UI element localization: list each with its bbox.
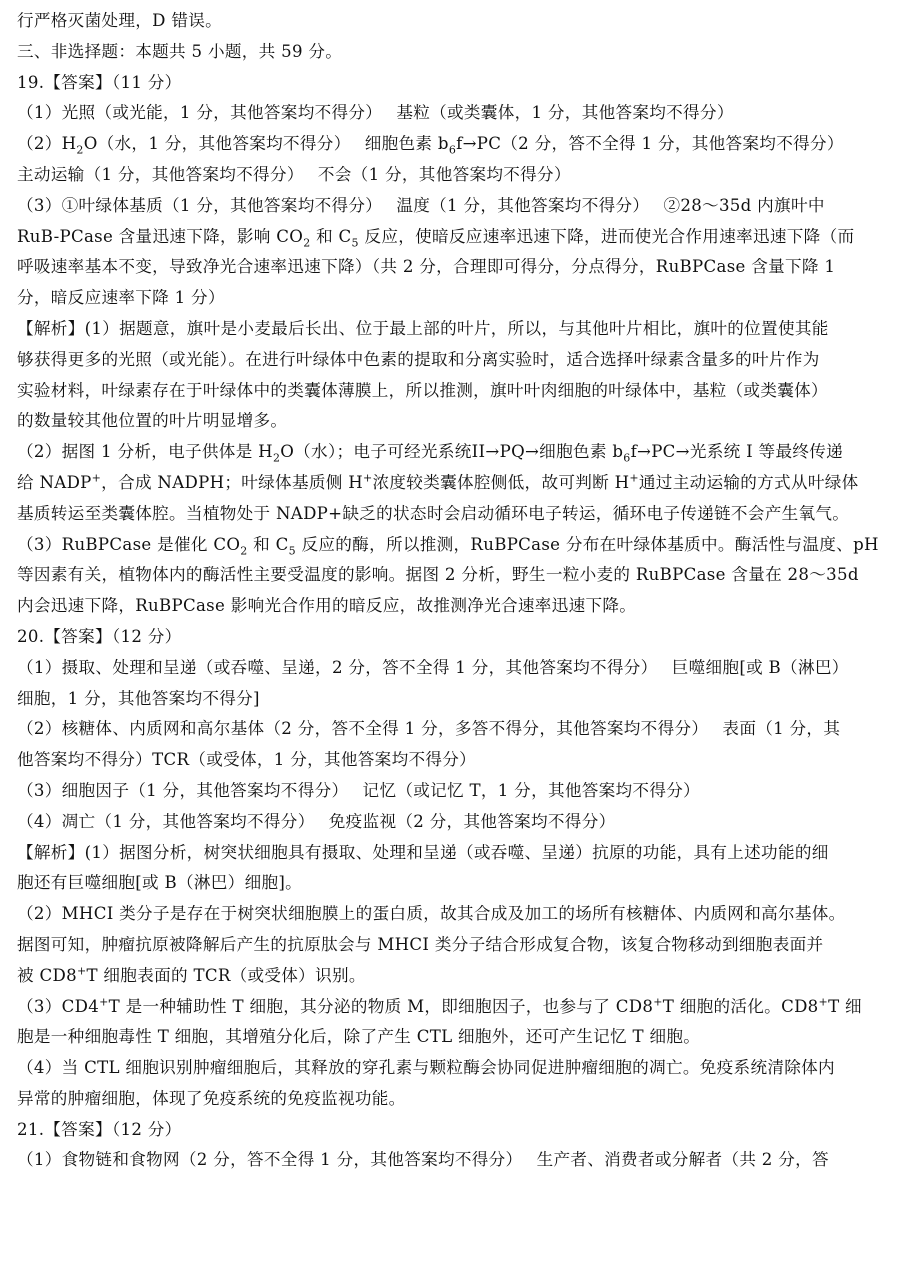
subscript: 2: [76, 143, 84, 157]
text-line: [17, 129, 883, 160]
superscript: +: [91, 471, 102, 485]
text-segment: 【解析】(1）据图分析，树突状细胞具有摄取、处理和呈递（或吞噬、呈递）抗原的功能，具有上述功能的细: [17, 842, 829, 862]
text-segment: 呼吸速率基本不变，导致净光合速率迅速下降）（共 2 分，合理即可得分，分点得分，RuBPCase 含量下降 1: [17, 257, 836, 277]
text-segment: T 细胞表面的 TCR（或受体）识别。: [86, 965, 366, 985]
text-line: [17, 868, 883, 899]
text-segment: O（水）；电子可经光系统II→PQ→细胞色素 b: [280, 442, 624, 462]
text-segment: （3）RuBPCase 是催化 CO: [17, 534, 241, 554]
text-segment: 异常的肿瘤细胞，体现了免疫系统的免疫监视功能。: [17, 1088, 406, 1108]
text-segment: 实验材料，叶绿素存在于叶绿体中的类囊体薄膜上，所以推测，旗叶叶肉细胞的叶绿体中，基粒（或类囊体）: [17, 380, 828, 400]
text-segment: 【解析】(1）据题意，旗叶是小麦最后长出、位于最上部的叶片，所以，与其他叶片相比，旗叶的位置使其能: [17, 318, 829, 338]
text-segment: 行严格灭菌处理，D 错误。: [17, 11, 223, 30]
subscript: 2: [303, 235, 311, 249]
text-segment: （1）摄取、处理和呈递（或吞噬、呈递，2 分，答不全得 1 分，其他答案均不得分） 巨噬细胞[或 B（淋巴）: [17, 657, 849, 677]
text-line: [17, 160, 883, 191]
text-segment: T 细: [828, 996, 862, 1016]
text-segment: （3）CD4: [17, 996, 100, 1016]
subscript: 2: [272, 451, 281, 465]
superscript: +: [362, 471, 373, 485]
text-segment: 主动运输（1 分，其他答案均不得分） 不会（1 分，其他答案均不得分）: [17, 164, 571, 184]
text-segment: 够获得更多的光照（或光能）。在进行叶绿体中色素的提取和分离实验时，适合选择叶绿素含量多的叶片作为: [17, 349, 820, 369]
text-segment: O（水，1 分，其他答案均不得分） 细胞色素 b: [83, 134, 449, 154]
text-segment: 反应，使暗反应速率迅速下降，进而使光合作用速率迅速下降（而: [358, 226, 855, 246]
text-line: [17, 314, 883, 345]
text-line: [17, 468, 883, 499]
text-line: [17, 992, 883, 1023]
text-line: [17, 776, 883, 807]
text-line: [17, 222, 883, 253]
subscript: 5: [351, 235, 359, 249]
subscript: 5: [288, 543, 296, 557]
text-segment: 细胞，1 分，其他答案均不得分]: [17, 688, 260, 708]
text-line: [17, 653, 883, 684]
text-segment: 给 NADP: [17, 472, 92, 492]
subscript: 6: [623, 451, 631, 465]
text-segment: （2）MHCI 类分子是存在于树突状细胞膜上的蛋白质，故其合成及加工的场所有核糖体、内质网和高尔基体。: [17, 904, 846, 924]
text-segment: （3）①叶绿体基质（1 分，其他答案均不得分） 温度（1 分，其他答案均不得分） ②28～35d 内旗叶中: [17, 195, 825, 215]
text-segment: 通过主动运输的方式从叶绿体: [638, 472, 859, 492]
superscript: +: [653, 994, 663, 1008]
text-segment: （3）细胞因子（1 分，其他答案均不得分） 记忆（或记忆 T，1 分，其他答案均不得分）: [17, 780, 701, 800]
text-line: [17, 745, 883, 776]
text-line: [17, 684, 883, 715]
text-segment: 分，暗反应速率下降 1 分）: [17, 288, 225, 308]
superscript: +: [818, 994, 829, 1008]
text-line: [17, 437, 883, 468]
text-line: [17, 560, 883, 591]
text-line: [17, 838, 883, 869]
text-segment: （2）核糖体、内质网和高尔基体（2 分，答不全得 1 分，多答不得分，其他答案均不得分） 表面（1 分，其: [17, 719, 841, 739]
text-line: [17, 961, 883, 992]
text-segment: （1）食物链和食物网（2 分，答不全得 1 分，其他答案均不得分） 生产者、消费者或分解者（共 2 分，答: [17, 1150, 829, 1170]
text-line: [17, 899, 883, 930]
text-line: [17, 283, 883, 314]
text-segment: 据图可知，肿瘤抗原被降解后产生的抗原肽会与 MHCI 类分子结合形成复合物，该复合物移动到细胞表面并: [17, 934, 824, 954]
text-segment: 被 CD8: [17, 965, 77, 985]
text-segment: 浓度较类囊体腔侧低，故可判断 H: [372, 472, 630, 492]
answer-document: [17, 6, 883, 1176]
text-line: [17, 499, 883, 530]
text-segment: ，合成 NADPH；叶绿体基质侧 H: [101, 472, 363, 492]
text-line: [17, 37, 883, 68]
text-line: [17, 1145, 883, 1176]
text-segment: （4）当 CTL 细胞识别肿瘤细胞后，其释放的穿孔素与颗粒酶会协同促进肿瘤细胞的凋亡。免疫系统清除体内: [17, 1058, 835, 1078]
text-segment: f→PC（2 分，答不全得 1 分，其他答案均不得分）: [456, 134, 844, 154]
text-line: [17, 1115, 883, 1146]
subscript: 2: [240, 543, 248, 557]
text-line: [17, 930, 883, 961]
text-line: [17, 98, 883, 129]
text-segment: 21.【答案】（12 分）: [17, 1119, 182, 1139]
text-segment: （2）H: [17, 134, 77, 154]
text-segment: 的数量较其他位置的叶片明显增多。: [17, 411, 288, 431]
text-line: [17, 1022, 883, 1053]
text-segment: RuB-PCase 含量迅速下降，影响 CO: [17, 226, 304, 246]
text-segment: 内会迅速下降，RuBPCase 影响光合作用的暗反应，故推测净光合速率迅速下降。: [17, 596, 637, 616]
superscript: +: [76, 964, 87, 978]
superscript: +: [99, 994, 109, 1008]
text-segment: 他答案均不得分）TCR（或受体，1 分，其他答案均不得分）: [17, 750, 477, 770]
text-line: [17, 807, 883, 838]
text-segment: （4）凋亡（1 分，其他答案均不得分） 免疫监视（2 分，其他答案均不得分）: [17, 811, 616, 831]
subscript: 6: [448, 143, 457, 157]
text-segment: 等因素有关，植物体内的酶活性主要受温度的影响。据图 2 分析，野生一粒小麦的 RuBPCase 含量在 28～35d: [17, 565, 859, 585]
text-segment: T 是一种辅助性 T 细胞，其分泌的物质 M，即细胞因子，也参与了 CD8: [108, 996, 654, 1016]
text-segment: 19.【答案】（11 分）: [17, 72, 182, 92]
text-segment: 和 C: [310, 226, 352, 246]
text-segment: 20.【答案】（12 分）: [17, 626, 182, 646]
text-line: [17, 191, 883, 222]
text-line: [17, 406, 883, 437]
text-line: [17, 376, 883, 407]
text-line: [17, 530, 883, 561]
text-line: [17, 714, 883, 745]
text-segment: 胞还有巨噬细胞[或 B（淋巴）细胞]。: [17, 873, 303, 893]
text-segment: f→PC→光系统 I 等最终传递: [630, 442, 844, 462]
text-line: [17, 252, 883, 283]
text-line: [17, 1053, 883, 1084]
text-segment: T 细胞的活化。CD8: [662, 996, 819, 1016]
text-segment: （1）光照（或光能，1 分，其他答案均不得分） 基粒（或类囊体，1 分，其他答案均不得分）: [17, 103, 734, 123]
text-line: [17, 622, 883, 653]
text-segment: （2）据图 1 分析，电子供体是 H: [17, 442, 273, 462]
text-segment: 基质转运至类囊体腔。当植物处于 NADP+缺乏的状态时会启动循环电子转运，循环电子传递链不会产生氧气。: [17, 503, 850, 523]
text-segment: 胞是一种细胞毒性 T 细胞，其增殖分化后，除了产生 CTL 细胞外，还可产生记忆 T 细胞。: [17, 1027, 701, 1047]
text-line: [17, 591, 883, 622]
text-segment: 和 C: [247, 534, 289, 554]
text-segment: 三、非选择题：本题共 5 小题，共 59 分。: [17, 41, 343, 61]
text-line: [17, 345, 883, 376]
text-line: [17, 6, 883, 37]
superscript: +: [629, 471, 639, 485]
text-line: [17, 68, 883, 99]
text-segment: 反应的酶，所以推测，RuBPCase 分布在叶绿体基质中。酶活性与温度、pH: [295, 534, 879, 554]
text-line: [17, 1084, 883, 1115]
